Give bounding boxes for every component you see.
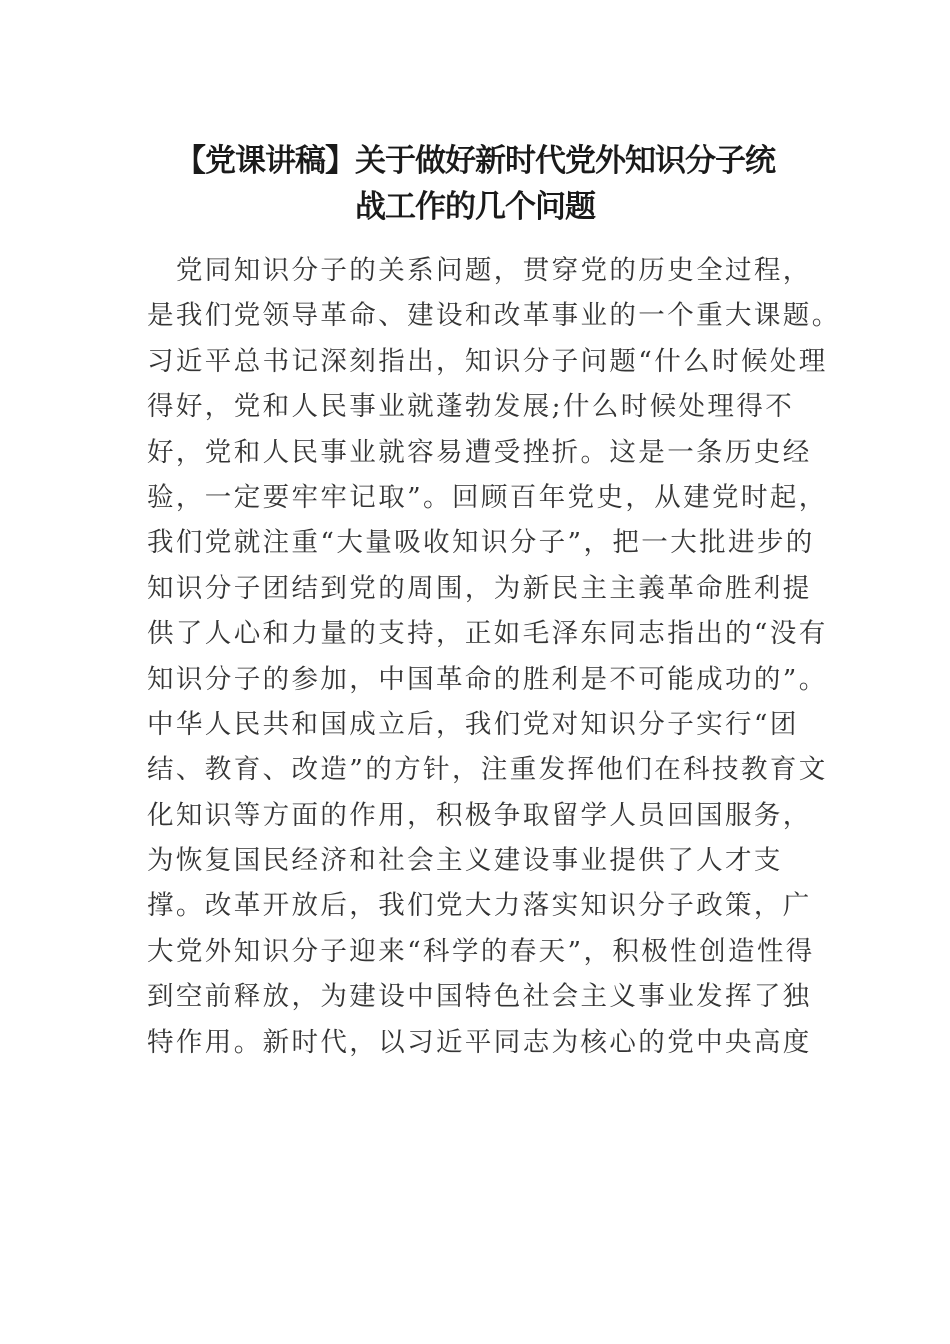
paragraph-line: 我们党就注重“大量吸收知识分子”，把一大批进步的: [147, 527, 815, 559]
paragraph-line: 中华人民共和国成立后，我们党对知识分子实行“团: [147, 708, 799, 740]
paragraph-line: 知识分子团结到党的周围，为新民主主義革命胜利提: [147, 572, 812, 604]
paragraph-line: 知识分子的参加，中国革命的胜利是不可能成功的”。: [147, 663, 828, 695]
body-paragraph: [147, 248, 841, 1065]
paragraph-line: 习近平总书记深刻指出，知识分子问题“什么时候处理: [147, 345, 828, 377]
paragraph-line: 供了人心和力量的支持，正如毛泽东同志指出的“没有: [147, 618, 828, 650]
paragraph-line: 撑。改革开放后，我们党大力落实知识分子政策，广: [147, 890, 812, 922]
paragraph-line: 是我们党领导革命、建设和改革事业的一个重大课题。: [147, 300, 841, 332]
paragraph-line: 特作用。新时代，以习近平同志为核心的党中央高度: [147, 1026, 812, 1058]
document-title: [140, 138, 810, 230]
paragraph-line: 化知识等方面的作用，积极争取留学人员回国服务，: [147, 799, 812, 831]
paragraph-line: 到空前释放，为建设中国特色社会主义事业发挥了独: [147, 981, 812, 1013]
paragraph-line: 党同知识分子的关系问题，贯穿党的历史全过程，: [147, 255, 812, 286]
paragraph-line: 大党外知识分子迎来“科学的春天”，积极性创造性得: [147, 935, 815, 967]
paragraph-line: 得好，党和人民事业就蓬勃发展;什么时候处理得不: [147, 391, 795, 423]
paragraph-line: 为恢复国民经济和社会主义建设事业提供了人才支: [147, 845, 783, 877]
title-line: 【党课讲稿】关于做好新时代党外知识分子统: [175, 143, 775, 179]
title-line: 战工作的几个问题: [355, 189, 595, 225]
paragraph-line: 验，一定要牢牢记取”。回顾百年党史，从建党时起，: [147, 481, 828, 513]
paragraph-line: 结、教育、改造”的方针，注重发挥他们在科技教育文: [147, 754, 828, 786]
paragraph-line: 好，党和人民事业就容易遭受挫折。这是一条历史经: [147, 436, 812, 468]
